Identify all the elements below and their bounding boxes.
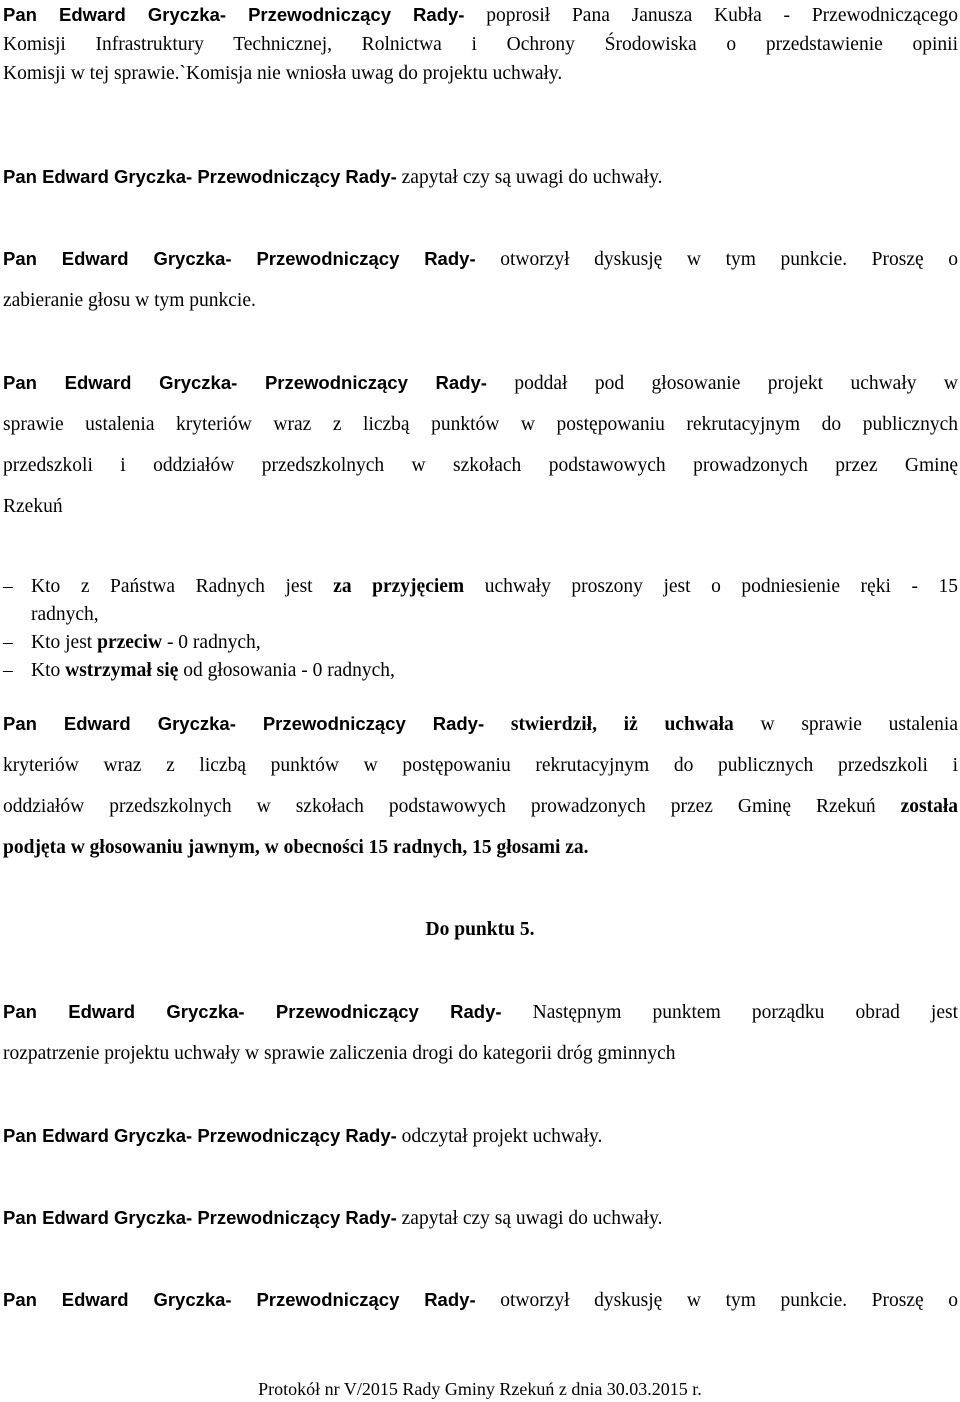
text-line: rozpatrzenie projektu uchwały w sprawie zaliczenia drogi do kategorii dróg gminnych <box>3 1043 676 1064</box>
vote-emphasis: przeciw <box>97 632 163 653</box>
text-line <box>3 703 958 745</box>
paragraph-text: odczytał projekt uchwały. <box>396 1126 603 1147</box>
vote-text: Kto jest <box>31 632 98 653</box>
paragraph-draft-read <box>3 1121 958 1151</box>
text-line <box>3 362 958 404</box>
vote-item-for-continuation <box>3 601 958 629</box>
text-line: podjęta w głosowaniu jawnym, w obecności 15 radnych, 15 głosami za. <box>3 837 589 858</box>
paragraph-emphasis: stwierdził, iż uchwała <box>484 714 734 735</box>
paragraph-opinion-request <box>3 0 958 88</box>
vote-count-text: od głosowania - 0 radnych, <box>178 660 395 681</box>
paragraph-remarks-question-2 <box>3 1203 958 1233</box>
text-line: kryteriów wraz z liczbą punktów w postępowaniu rekrutacyjnym do publicznych przedszkoli i <box>3 755 958 776</box>
paragraph-text: Następnym punktem porządku obrad jest <box>501 1002 958 1023</box>
text-line: Rzekuń <box>3 496 63 517</box>
vote-item-abstain <box>3 657 958 685</box>
paragraph-text: zapytał czy są uwagi do uchwały. <box>396 167 663 188</box>
speaker-label: Pan Edward Gryczka- Przewodniczący Rady- <box>3 1125 397 1146</box>
paragraph-discussion-open-2 <box>3 1285 958 1315</box>
section-heading: Do punktu 5. <box>425 919 535 940</box>
text-line: przedszkoli i oddziałów przedszkolnych w szkołach podstawowych prowadzonych przez Gminę <box>3 455 958 476</box>
list-dash: – <box>3 632 13 653</box>
paragraph-emphasis: została <box>900 796 958 817</box>
paragraph-vote-submission <box>3 362 958 527</box>
list-dash: – <box>3 576 13 597</box>
vote-emphasis: wstrzymał się <box>65 660 179 681</box>
speaker-label: Pan Edward Gryczka- Przewodniczący Rady- <box>3 1207 397 1228</box>
vote-text: radnych, <box>31 604 99 625</box>
paragraph-remarks-question <box>3 162 958 192</box>
vote-text: Kto <box>31 660 66 681</box>
paragraph-next-item <box>3 991 958 1074</box>
speaker-label: Pan Edward Gryczka- Przewodniczący Rady- <box>3 1001 502 1022</box>
text-line <box>3 1121 958 1151</box>
speaker-label: Pan Edward Gryczka- Przewodniczący Rady- <box>3 1289 476 1310</box>
speaker-label: Pan Edward Gryczka- Przewodniczący Rady- <box>3 4 465 25</box>
paragraph-text: w sprawie ustalenia <box>733 714 958 735</box>
paragraph-text: otworzył dyskusję w tym punkcie. Proszę o <box>475 1290 959 1311</box>
vote-item-against <box>3 629 958 657</box>
text-line <box>3 238 958 280</box>
text-line: Komisji w tej sprawie.`Komisja nie wniosła uwag do projektu uchwały. <box>3 63 563 84</box>
paragraph-resolution-adopted <box>3 703 958 868</box>
speaker-label: Pan Edward Gryczka- Przewodniczący Rady- <box>3 166 397 187</box>
speaker-label: Pan Edward Gryczka- Przewodniczący Rady- <box>3 713 485 734</box>
list-dash: – <box>3 660 13 681</box>
text-line: zabieranie głosu w tym punkcie. <box>3 290 256 311</box>
paragraph-text: zapytał czy są uwagi do uchwały. <box>396 1208 663 1229</box>
text-line <box>3 162 958 192</box>
speaker-label: Pan Edward Gryczka- Przewodniczący Rady- <box>3 372 487 393</box>
vote-text: Kto z Państwa Radnych jest <box>31 576 334 597</box>
text-line <box>3 786 958 827</box>
paragraph-text: otworzył dyskusję w tym punkcie. Proszę o <box>475 249 959 270</box>
text-line <box>3 0 958 30</box>
text-line <box>3 1203 958 1233</box>
vote-emphasis: za przyjęciem <box>333 576 465 597</box>
vote-count-text: - 0 radnych, <box>162 632 261 653</box>
paragraph-discussion-open <box>3 238 958 321</box>
speaker-label: Pan Edward Gryczka- Przewodniczący Rady- <box>3 248 476 269</box>
text-line: sprawie ustalenia kryteriów wraz z liczbą punktów w postępowaniu rekrutacyjnym do publicznych <box>3 414 958 435</box>
voting-results-list <box>3 573 958 685</box>
text-line: Komisji Infrastruktury Technicznej, Rolnictwa i Ochrony Środowiska o przedstawienie opinii <box>3 34 958 55</box>
vote-item-for <box>3 573 958 601</box>
vote-count-text: uchwały proszony jest o podniesienie ręki - 15 <box>464 576 959 597</box>
paragraph-text: oddziałów przedszkolnych w szkołach podstawowych prowadzonych przez Gminę Rzekuń <box>3 796 901 817</box>
paragraph-text: poddał pod głosowanie projekt uchwały w <box>486 373 959 394</box>
text-line <box>3 1285 958 1315</box>
text-line <box>3 991 958 1033</box>
paragraph-text: poprosił Pana Janusza Kubła - Przewodniczącego <box>464 5 958 26</box>
page-footer: Protokół nr V/2015 Rady Gminy Rzekuń z dnia 30.03.2015 r. <box>258 1379 702 1399</box>
